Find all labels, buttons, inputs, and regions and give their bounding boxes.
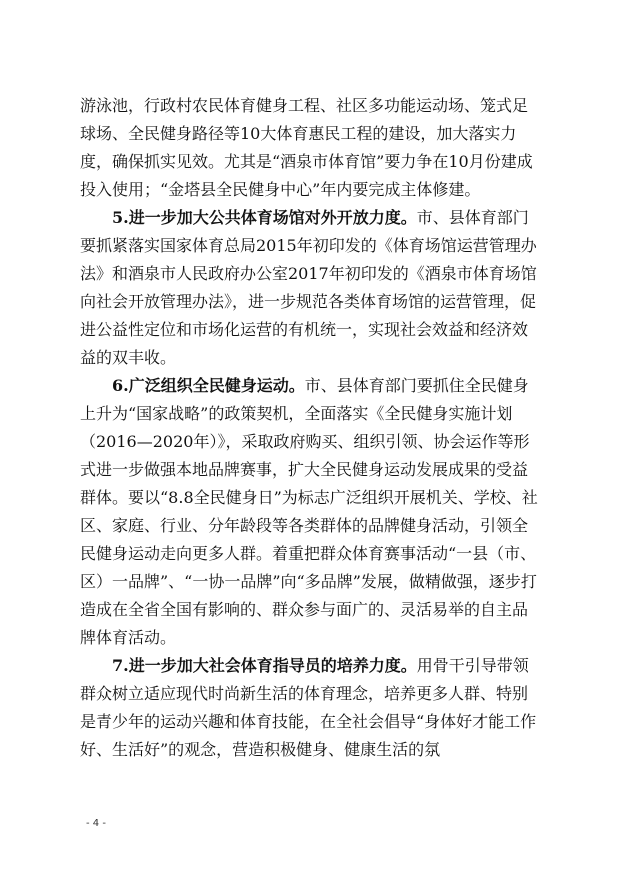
paragraph-heading: 7.进一步加大社会体育指导员的培养力度。 — [112, 656, 417, 675]
paragraph-text: 市、县体育部门要抓住全民健身上升为“国家战略”的政策契机，全面落实《全民健身实施计划（2016—2020年）》，采取政府购买、组织引领、协会运作等形式进一步做强本地品牌赛事，扩大全民健身运动发展成果的受益群体。要以“8.8全民健身日”为标志广泛组织开展机关、学校、社区、家庭、行业、分年龄段等各类群体的品牌健身活动，引领全民健身运动走向更多人群。着重把群众体育赛事活动“一县（市、区）一品牌”、“一协一品牌”向“多品牌”发展，做精做强，逐步打造成在全省全国有影响的、群众参与面广的、灵活易举的自主品牌体育活动。 — [80, 376, 538, 647]
paragraph-continuation — [80, 92, 540, 204]
paragraph-text: 游泳池，行政村农民体育健身工程、社区多功能运动场、笼式足球场、全民健身路径等10大体育惠民工程的建设，加大落实力度，确保抓实见效。尤其是“酒泉市体育馆”要力争在10月份建成投入使用；“金塔县全民健身中心”年内要完成主体修建。 — [80, 96, 533, 199]
paragraph-heading: 6.广泛组织全民健身运动。 — [112, 376, 305, 395]
paragraph-text: 市、县体育部门要抓紧落实国家体育总局2015年初印发的《体育场馆运营管理办法》和酒泉市人民政府办公室2017年初印发的《酒泉市体育场馆向社会开放管理办法》，进一步规范各类体育场馆的运营管理，促进公益性定位和市场化运营的有机统一，实现社会效益和经济效益的双丰收。 — [80, 208, 537, 367]
page-number: - 4 - — [86, 818, 106, 829]
paragraph-item-5 — [80, 204, 540, 372]
paragraph-item-7 — [80, 652, 540, 764]
paragraph-heading: 5.进一步加大公共体育场馆对外开放力度。 — [112, 208, 417, 227]
paragraph-item-6 — [80, 372, 540, 652]
paragraph-text: 用骨干引导带领群众树立适应现代时尚新生活的体育理念，培养更多人群、特别是青少年的运动兴趣和体育技能，在全社会倡导“身体好才能工作好、生活好”的观念，营造积极健身、健康生活的氛 — [80, 656, 537, 759]
document-body — [80, 92, 540, 764]
